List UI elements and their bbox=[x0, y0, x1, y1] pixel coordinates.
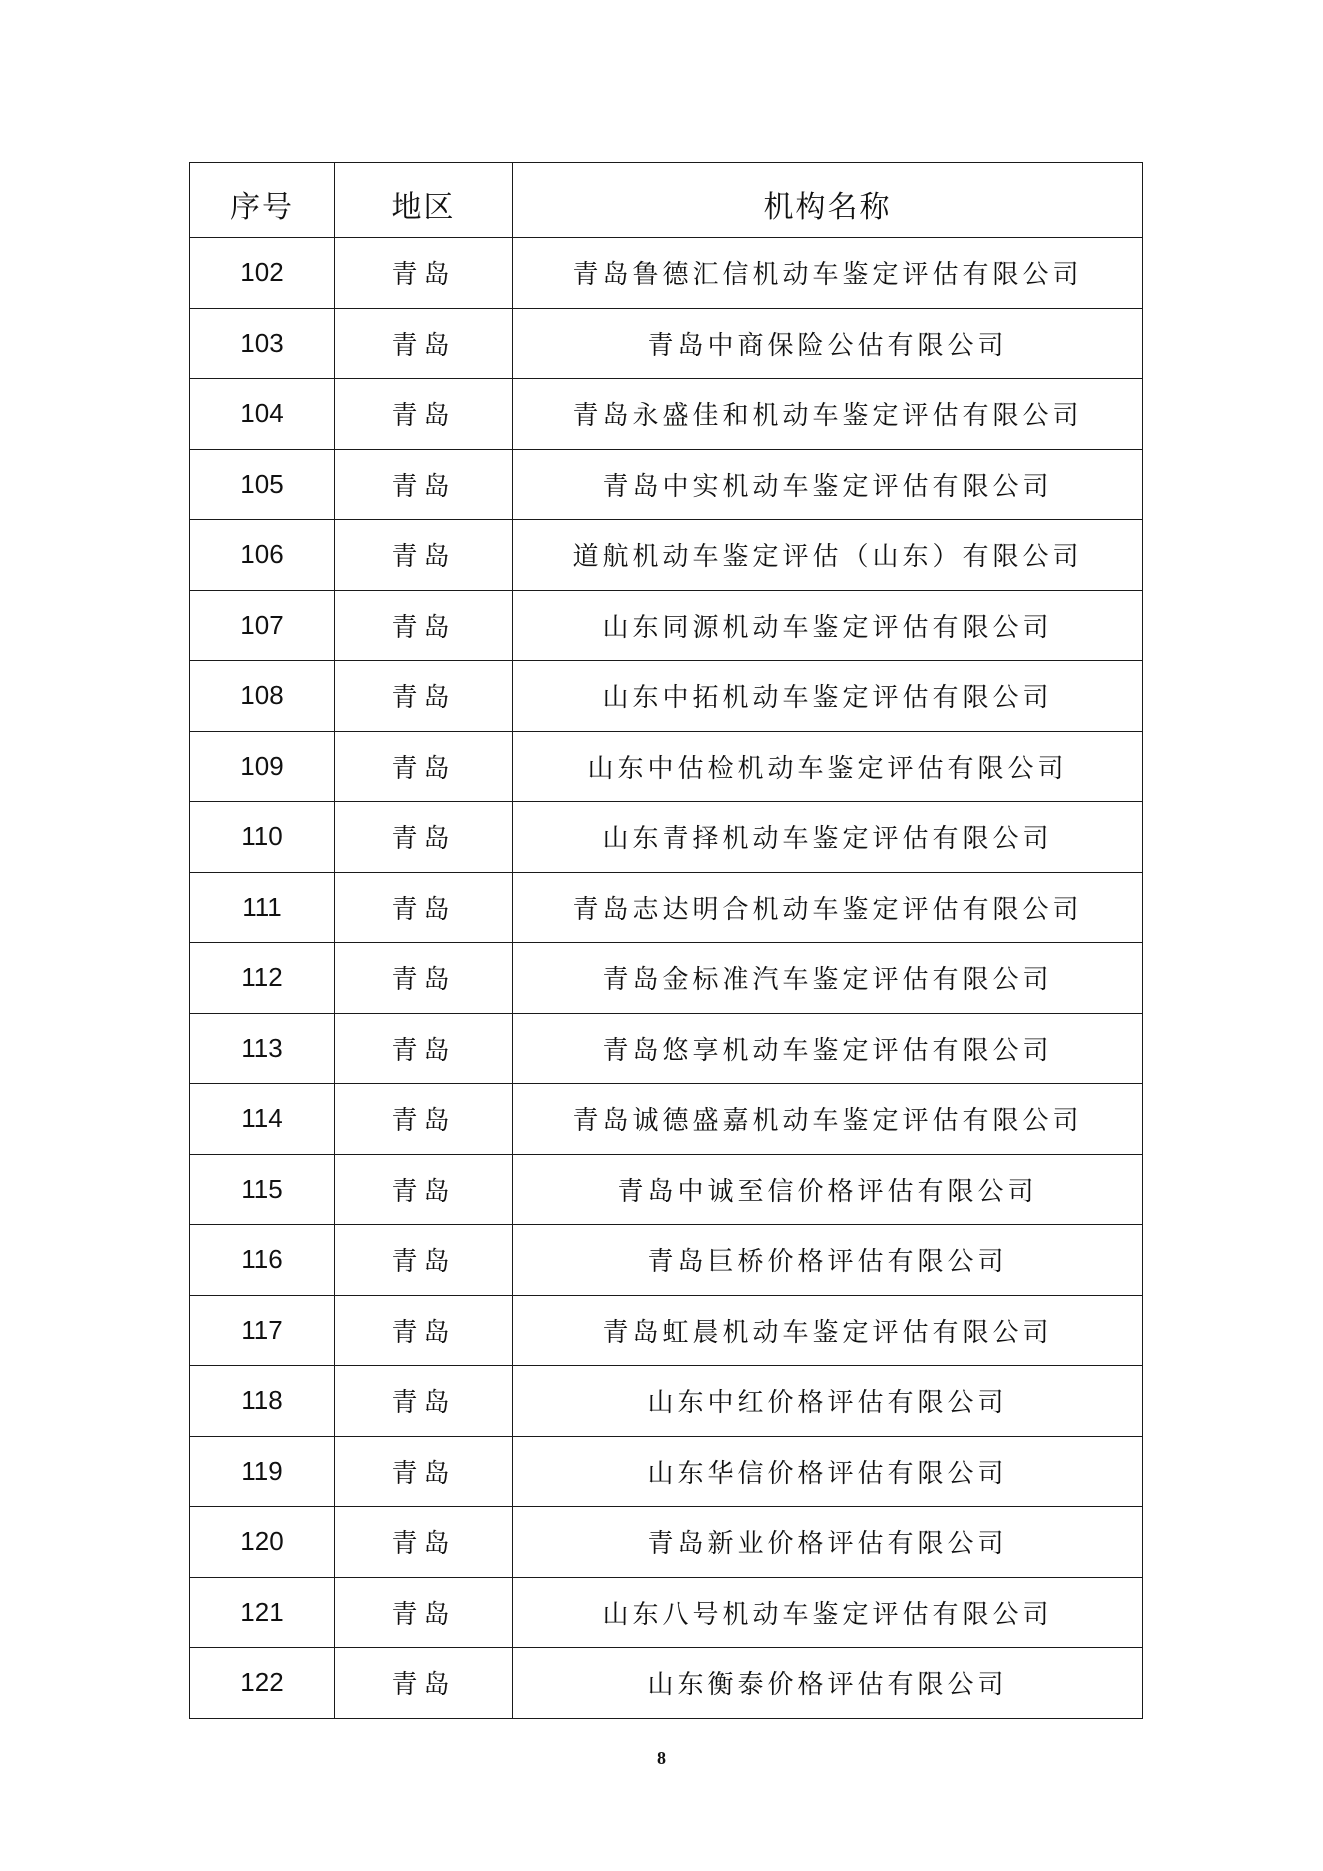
header-row bbox=[190, 163, 1143, 238]
region-cell: 青岛 bbox=[335, 661, 513, 732]
header-region: 地区 bbox=[335, 163, 513, 238]
region-cell: 青岛 bbox=[335, 1154, 513, 1225]
table-row bbox=[190, 1577, 1143, 1648]
table-header bbox=[190, 163, 1143, 238]
serial-number-cell: 107 bbox=[190, 590, 335, 661]
serial-number-cell: 115 bbox=[190, 1154, 335, 1225]
serial-number-cell: 116 bbox=[190, 1225, 335, 1296]
serial-number-cell: 104 bbox=[190, 379, 335, 450]
institution-name-cell: 山东中估检机动车鉴定评估有限公司 bbox=[513, 731, 1143, 802]
institution-name-cell: 青岛中诚至信价格评估有限公司 bbox=[513, 1154, 1143, 1225]
table-row bbox=[190, 872, 1143, 943]
table-row bbox=[190, 943, 1143, 1014]
table-row bbox=[190, 1295, 1143, 1366]
region-cell: 青岛 bbox=[335, 379, 513, 450]
serial-number-cell: 108 bbox=[190, 661, 335, 732]
institution-name-cell: 山东青择机动车鉴定评估有限公司 bbox=[513, 802, 1143, 873]
institution-name-cell: 青岛新业价格评估有限公司 bbox=[513, 1507, 1143, 1578]
institution-name-cell: 青岛鲁德汇信机动车鉴定评估有限公司 bbox=[513, 238, 1143, 309]
table-row bbox=[190, 1648, 1143, 1719]
region-cell: 青岛 bbox=[335, 1577, 513, 1648]
serial-number-cell: 119 bbox=[190, 1436, 335, 1507]
region-cell: 青岛 bbox=[335, 1013, 513, 1084]
serial-number-cell: 112 bbox=[190, 943, 335, 1014]
region-cell: 青岛 bbox=[335, 1366, 513, 1437]
page-number: 8 bbox=[657, 1748, 666, 1768]
institution-name-cell: 青岛悠享机动车鉴定评估有限公司 bbox=[513, 1013, 1143, 1084]
serial-number-cell: 114 bbox=[190, 1084, 335, 1155]
serial-number-cell: 105 bbox=[190, 449, 335, 520]
table-row bbox=[190, 1154, 1143, 1225]
region-cell: 青岛 bbox=[335, 1648, 513, 1719]
serial-number-cell: 113 bbox=[190, 1013, 335, 1084]
region-cell: 青岛 bbox=[335, 238, 513, 309]
region-cell: 青岛 bbox=[335, 1084, 513, 1155]
serial-number-cell: 102 bbox=[190, 238, 335, 309]
serial-number-cell: 120 bbox=[190, 1507, 335, 1578]
serial-number-cell: 121 bbox=[190, 1577, 335, 1648]
institution-name-cell: 山东衡泰价格评估有限公司 bbox=[513, 1648, 1143, 1719]
institution-name-cell: 青岛中商保险公估有限公司 bbox=[513, 308, 1143, 379]
region-cell: 青岛 bbox=[335, 1295, 513, 1366]
region-cell: 青岛 bbox=[335, 802, 513, 873]
region-cell: 青岛 bbox=[335, 520, 513, 591]
serial-number-cell: 106 bbox=[190, 520, 335, 591]
table-row bbox=[190, 379, 1143, 450]
table-row bbox=[190, 308, 1143, 379]
institution-name-cell: 青岛中实机动车鉴定评估有限公司 bbox=[513, 449, 1143, 520]
institution-name-cell: 山东八号机动车鉴定评估有限公司 bbox=[513, 1577, 1143, 1648]
institution-name-cell: 道航机动车鉴定评估（山东）有限公司 bbox=[513, 520, 1143, 591]
institution-name-cell: 青岛虹晨机动车鉴定评估有限公司 bbox=[513, 1295, 1143, 1366]
region-cell: 青岛 bbox=[335, 731, 513, 802]
table-row bbox=[190, 1084, 1143, 1155]
table-row bbox=[190, 1366, 1143, 1437]
institution-name-cell: 青岛巨桥价格评估有限公司 bbox=[513, 1225, 1143, 1296]
table-row bbox=[190, 802, 1143, 873]
institution-name-cell: 山东中拓机动车鉴定评估有限公司 bbox=[513, 661, 1143, 732]
table-row bbox=[190, 1507, 1143, 1578]
table-row bbox=[190, 449, 1143, 520]
region-cell: 青岛 bbox=[335, 308, 513, 379]
serial-number-cell: 117 bbox=[190, 1295, 335, 1366]
table-row bbox=[190, 731, 1143, 802]
header-serial-number: 序号 bbox=[190, 163, 335, 238]
table-body bbox=[190, 238, 1143, 1719]
region-cell: 青岛 bbox=[335, 872, 513, 943]
institution-name-cell: 青岛金标准汽车鉴定评估有限公司 bbox=[513, 943, 1143, 1014]
region-cell: 青岛 bbox=[335, 449, 513, 520]
institution-table bbox=[189, 162, 1143, 1719]
table-row bbox=[190, 590, 1143, 661]
institution-name-cell: 山东华信价格评估有限公司 bbox=[513, 1436, 1143, 1507]
serial-number-cell: 110 bbox=[190, 802, 335, 873]
table-row bbox=[190, 661, 1143, 732]
institution-name-cell: 山东同源机动车鉴定评估有限公司 bbox=[513, 590, 1143, 661]
region-cell: 青岛 bbox=[335, 1225, 513, 1296]
table-row bbox=[190, 1013, 1143, 1084]
region-cell: 青岛 bbox=[335, 1507, 513, 1578]
institution-name-cell: 青岛诚德盛嘉机动车鉴定评估有限公司 bbox=[513, 1084, 1143, 1155]
header-institution-name: 机构名称 bbox=[513, 163, 1143, 238]
serial-number-cell: 111 bbox=[190, 872, 335, 943]
table-row bbox=[190, 1436, 1143, 1507]
region-cell: 青岛 bbox=[335, 1436, 513, 1507]
table-row bbox=[190, 1225, 1143, 1296]
region-cell: 青岛 bbox=[335, 590, 513, 661]
serial-number-cell: 118 bbox=[190, 1366, 335, 1437]
institution-name-cell: 青岛志达明合机动车鉴定评估有限公司 bbox=[513, 872, 1143, 943]
serial-number-cell: 103 bbox=[190, 308, 335, 379]
table-row bbox=[190, 238, 1143, 309]
institution-name-cell: 青岛永盛佳和机动车鉴定评估有限公司 bbox=[513, 379, 1143, 450]
institution-name-cell: 山东中红价格评估有限公司 bbox=[513, 1366, 1143, 1437]
serial-number-cell: 109 bbox=[190, 731, 335, 802]
table-row bbox=[190, 520, 1143, 591]
serial-number-cell: 122 bbox=[190, 1648, 335, 1719]
region-cell: 青岛 bbox=[335, 943, 513, 1014]
